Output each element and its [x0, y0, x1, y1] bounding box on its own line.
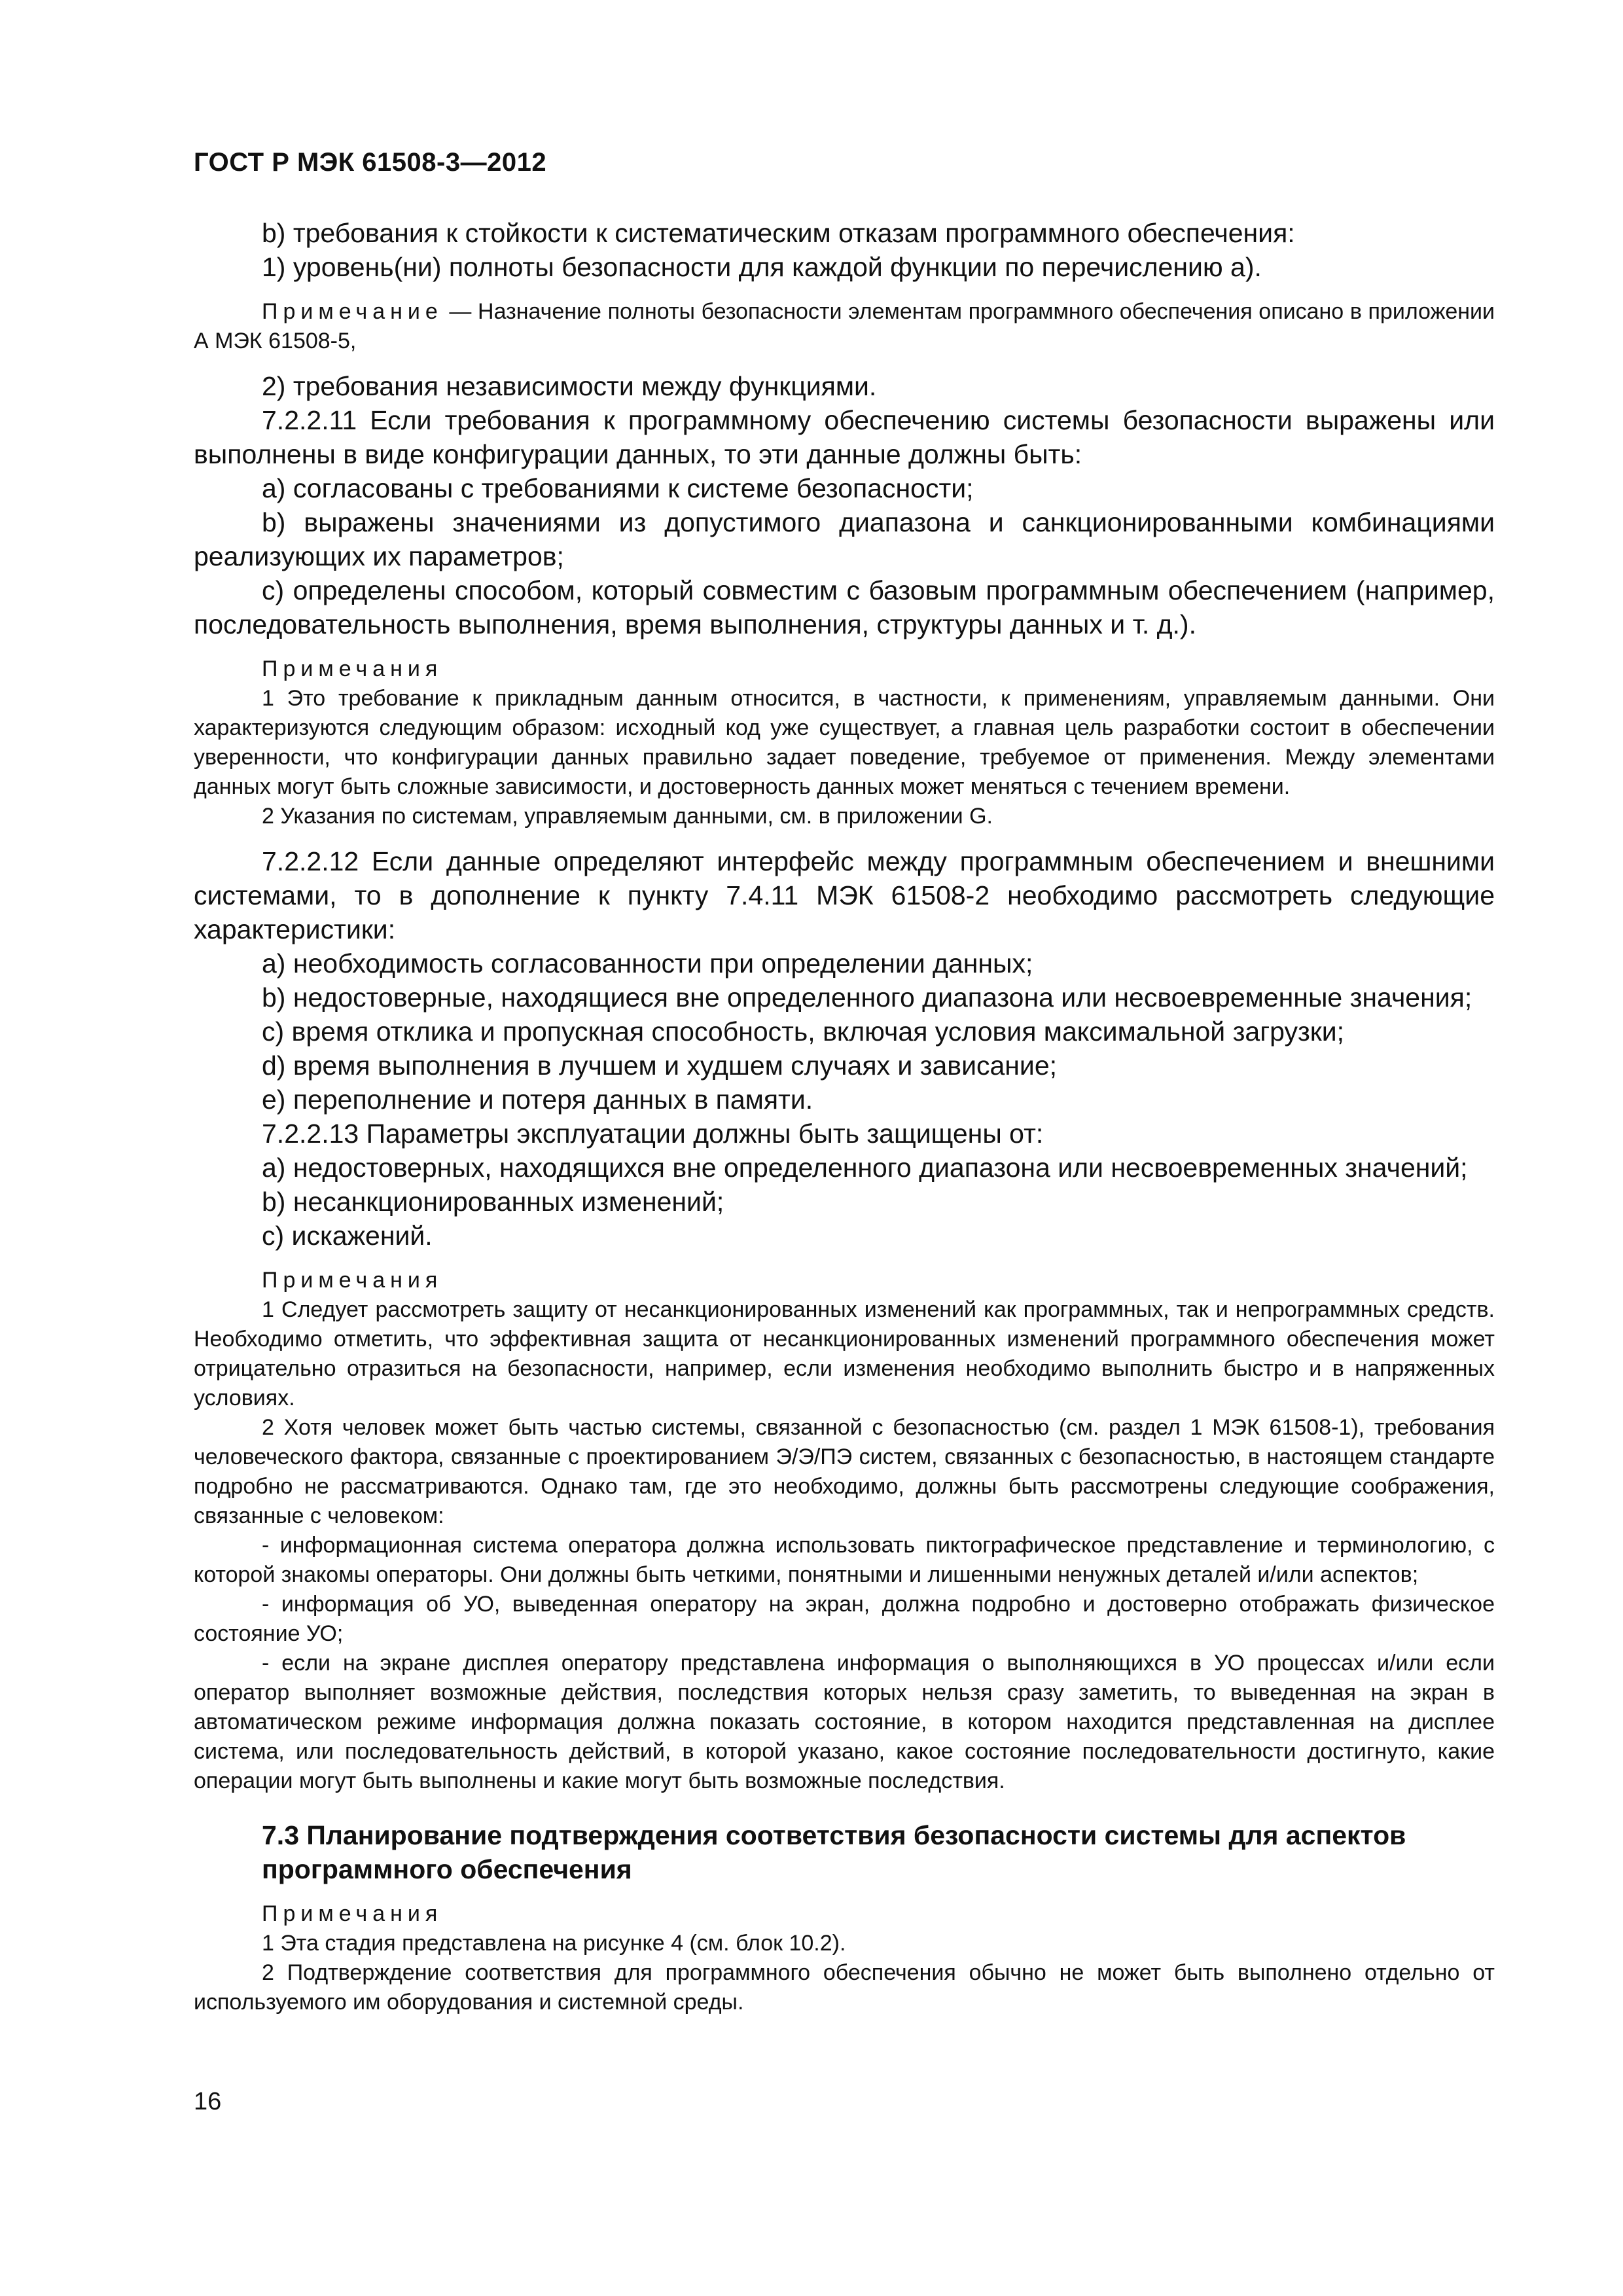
note: 2 Хотя человек может быть частью системы, связанной с безопасностью (см. раздел 1 МЭК 61508-1), требования человеческого фактора, связанные с проектированием Э/Э/ПЭ систем, связанных с безопасностью, в настоящем стандарте подробно не рассматриваются. Однако там, где это необходимо, должны быть рассмотрены следующие соображения, связанные с человеком: — [194, 1415, 1495, 1528]
note: 1 Эта стадия представлена на рисунке 4 (см. блок 10.2). — [262, 1931, 846, 1956]
list-item: e) переполнение и потеря данных в памяти. — [262, 1085, 813, 1115]
note: 2 Указания по системам, управляемым данными, см. в приложении G. — [262, 804, 993, 829]
list-item: a) согласованы с требованиями к системе безопасности; — [262, 473, 974, 503]
notes-title: Примечания — [262, 656, 443, 681]
list-item: b) выражены значениями из допустимого диапазона и санкционированными комбинациями реализующих их параметров; — [194, 507, 1495, 571]
list-item: a) недостоверных, находящихся вне определенного диапазона или несвоевременных значений; — [262, 1153, 1468, 1183]
note: - информационная система оператора должна использовать пиктографическое представление и терминологию, с которой знакомы операторы. Они должны быть четкими, понятными и лишенными ненужных деталей и/или аспектов; — [194, 1533, 1495, 1587]
note: 2 Подтверждение соответствия для программного обеспечения обычно не может быть выполнено отдельно от используемого им оборудования и системной среды. — [194, 1960, 1495, 2015]
clause-7-2-2-13: 7.2.2.13 Параметры эксплуатации должны быть защищены от: — [262, 1119, 1044, 1149]
section-heading: 7.3 Планирование подтверждения соответствия безопасности системы для аспектов программного обеспечения — [262, 1820, 1406, 1884]
page-number: 16 — [194, 2088, 222, 2115]
notes-title: Примечания — [262, 1268, 443, 1293]
list-item: c) время отклика и пропускная способность, включая условия максимальной загрузки; — [262, 1016, 1345, 1047]
notes-title: Примечания — [262, 1901, 443, 1926]
note: - если на экране дисплея оператору представлена информация о выполняющихся в УО процессах и/или если оператор выполняет возможные действия, последствия которых нельзя сразу заметить, то выведенная на экран в автоматическом режиме информация должна показать состояние, в котором находится представленная на дисплее система, или последовательность действий, в которой указано, какое состояние последовательности достигнуто, какие операции могут быть выполнены и какие могут быть возможные последствия. — [194, 1651, 1495, 1793]
list-item: a) необходимость согласованности при определении данных; — [262, 948, 1033, 978]
note-label: Примечание — [262, 299, 443, 324]
note: 1 Следует рассмотреть защиту от несанкционированных изменений как программных, так и непрограммных средств. Необходимо отметить, что эффективная защита от несанкционированных изменений программного обеспечения может отрицательно отразиться на безопасности, например, если изменения необходимо выполнить быстро и в напряженных условиях. — [194, 1297, 1495, 1410]
document-body — [194, 216, 1495, 2017]
list-item: d) время выполнения в лучшем и худшем случаях и зависание; — [262, 1050, 1058, 1081]
paragraph: 1) уровень(ни) полноты безопасности для каждой функции по перечислению а). — [262, 252, 1262, 282]
list-item: c) определены способом, который совместим с базовым программным обеспечением (например, последовательность выполнения, время выполнения, структуры данных и т. д.). — [194, 575, 1495, 639]
list-item: c) искажений. — [262, 1221, 433, 1251]
document-header: ГОСТ Р МЭК 61508-3—2012 — [194, 148, 547, 177]
note: 1 Это требование к прикладным данным относится, в частности, к применениям, управляемым данными. Они характеризуются следующим образом: исходный код уже существует, а главная цель разработки состоит в обеспечении уверенности, что конфигурации данных правильно задает поведение, требуемое от применения. Между элементами данных могут быть сложные зависимости, и достоверность данных может меняться с течением времени. — [194, 686, 1495, 799]
paragraph: b) требования к стойкости к систематическим отказам программного обеспечения: — [262, 218, 1295, 248]
note — [194, 297, 1495, 356]
list-item: b) несанкционированных изменений; — [262, 1187, 724, 1217]
list-item: b) недостоверные, находящиеся вне определенного диапазона или несвоевременные значения; — [262, 982, 1472, 1013]
note: - информация об УО, выведенная оператору на экран, должна подробно и достоверно отображать физическое состояние УО; — [194, 1592, 1495, 1646]
clause-7-2-2-12: 7.2.2.12 Если данные определяют интерфейс между программным обеспечением и внешними системами, то в дополнение к пункту 7.4.11 МЭК 61508-2 необходимо рассмотреть следующие характеристики: — [194, 846, 1495, 944]
note-text: — Назначение полноты безопасности элементам программного обеспечения описано в приложении А МЭК 61508-5, — [194, 299, 1495, 353]
paragraph: 2) требования независимости между функциями. — [262, 371, 877, 401]
clause-7-2-2-11: 7.2.2.11 Если требования к программному обеспечению системы безопасности выражены или выполнены в виде конфигурации данных, то эти данные должны быть: — [194, 405, 1495, 469]
